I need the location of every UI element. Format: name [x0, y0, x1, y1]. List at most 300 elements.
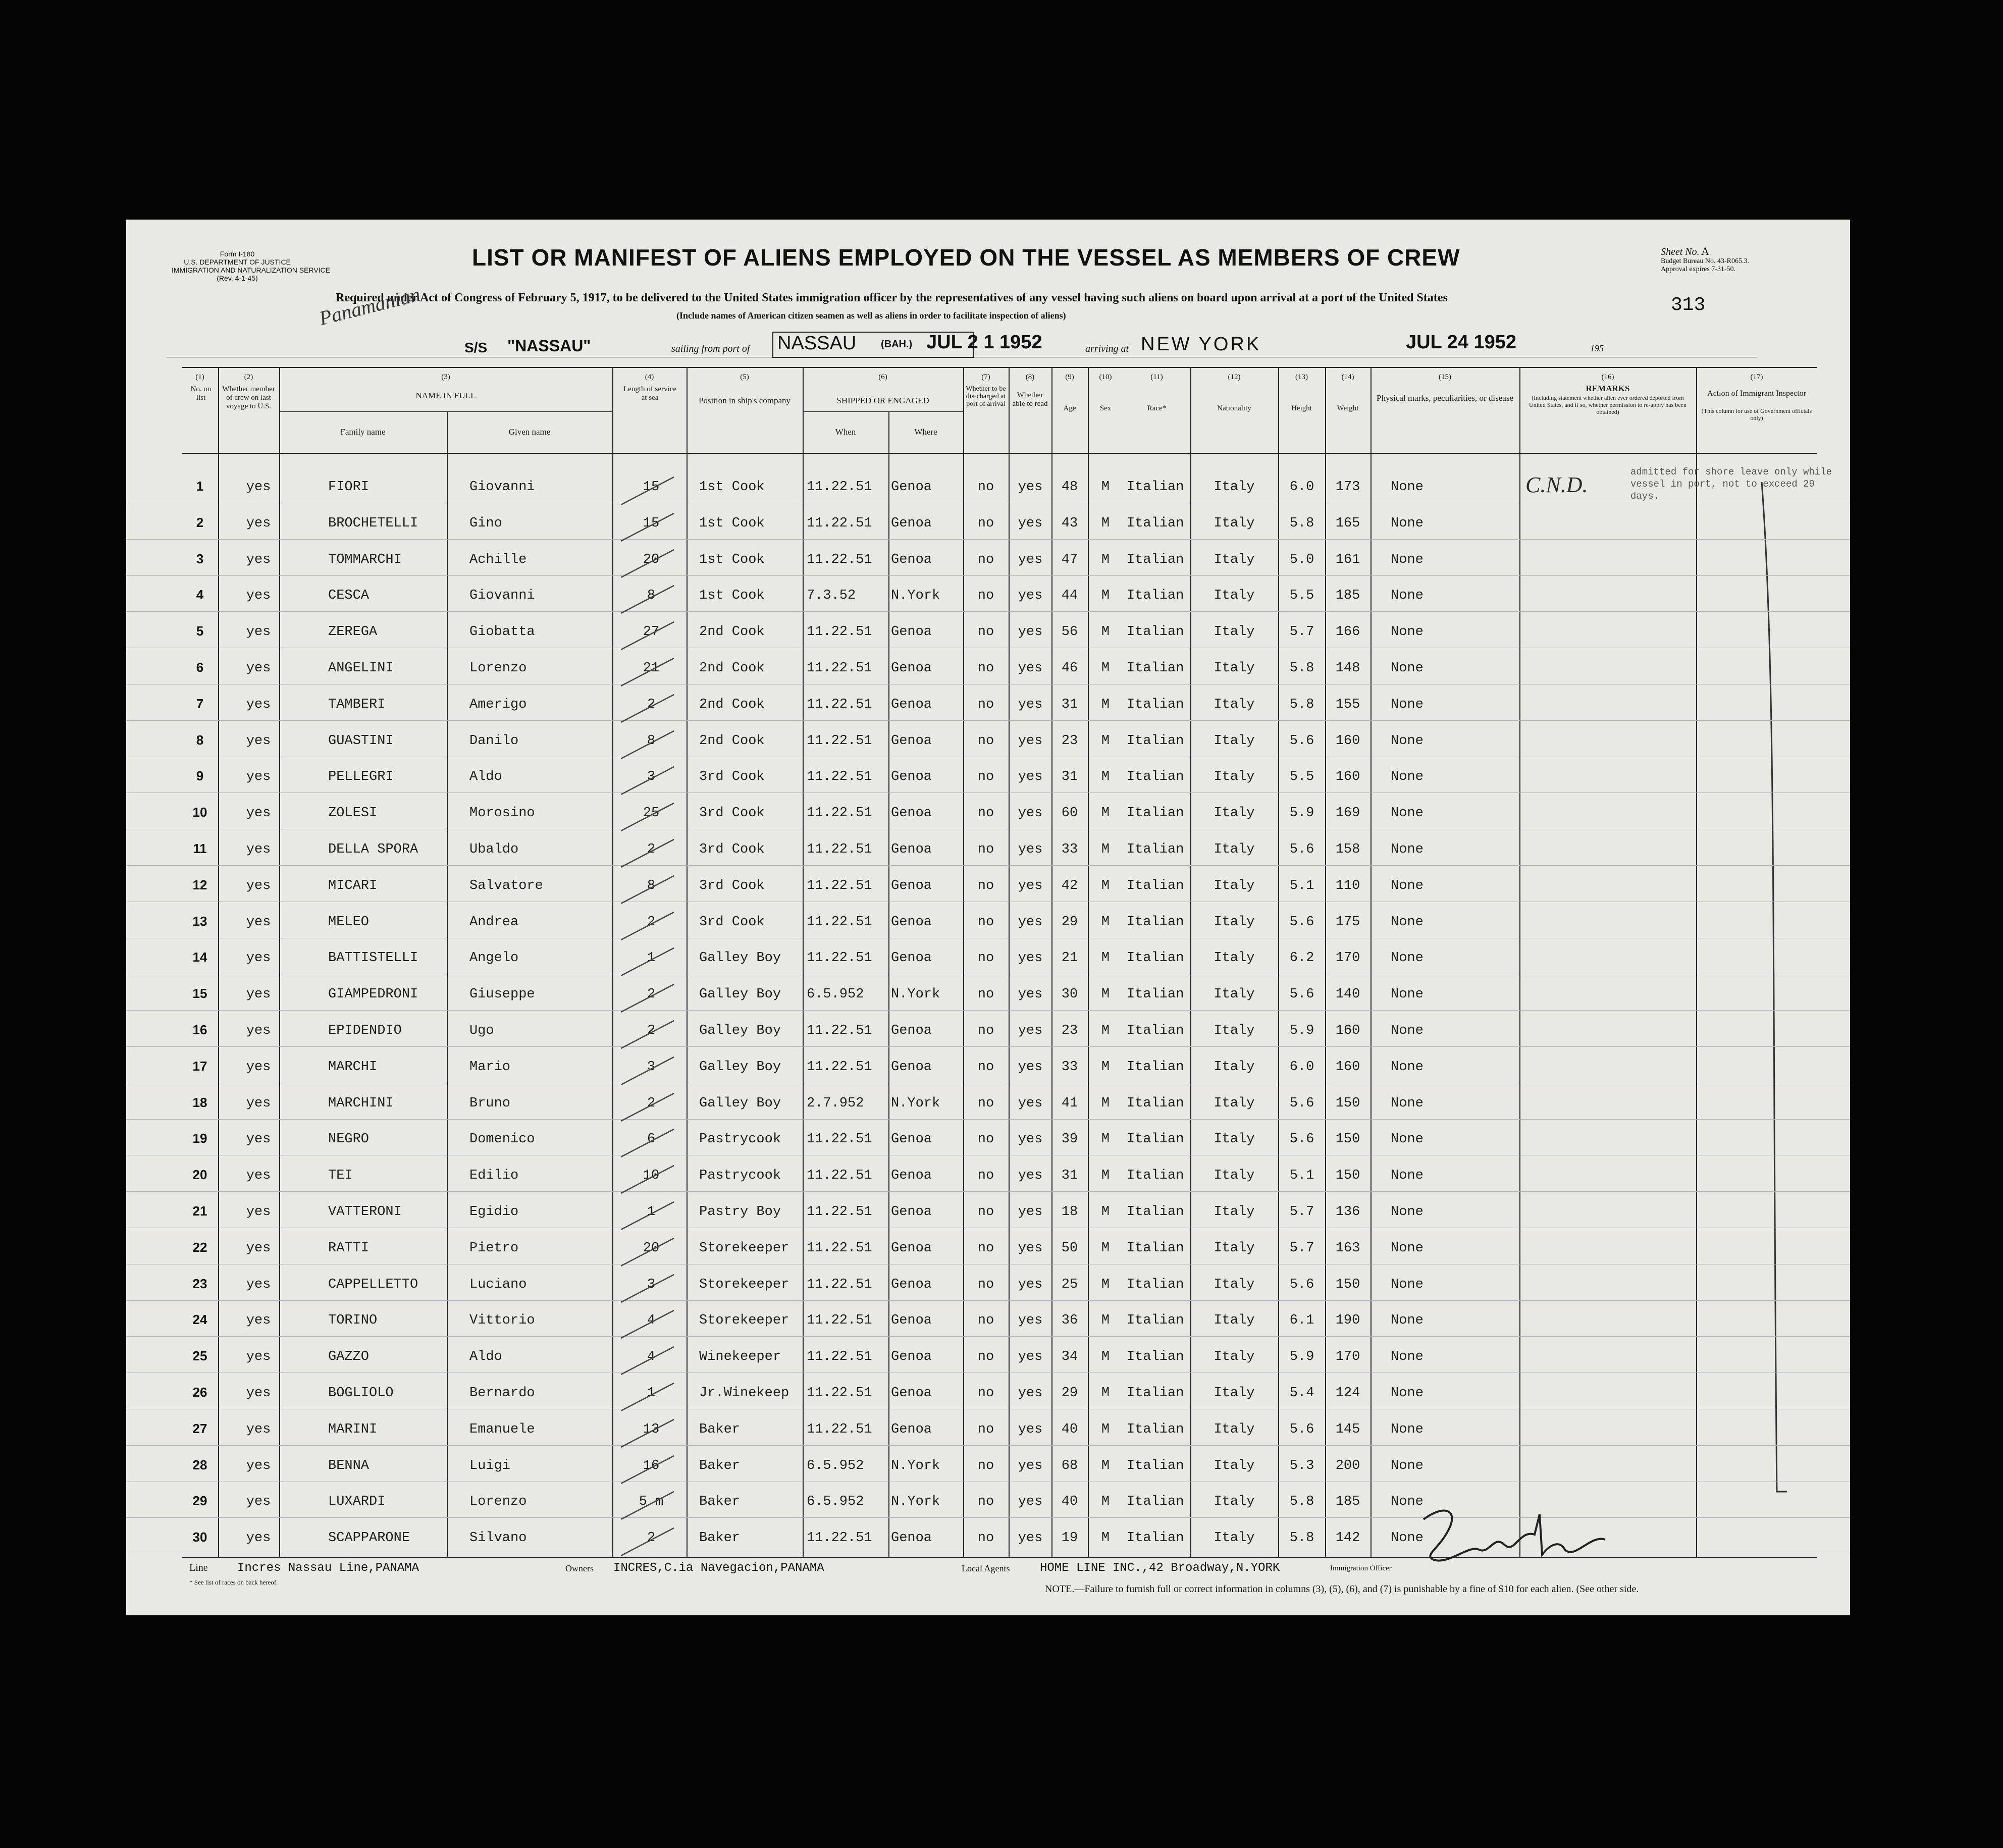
given-name: Aldo	[469, 1349, 502, 1365]
height: 5.6	[1289, 914, 1314, 930]
col-num-8: (8)	[1025, 373, 1035, 381]
shipped-where: Genoa	[891, 769, 932, 785]
crew-cell: yes	[246, 1240, 271, 1256]
col-label-given: Given name	[508, 427, 551, 437]
physical-marks: None	[1391, 1349, 1424, 1365]
col-label-remarks-sub: (Including statement whether alien ever ordered deported from United States, and if so, whether permission to re-apply has been obtained)	[1529, 394, 1686, 415]
shipped-where: Genoa	[891, 1168, 932, 1184]
sex: M	[1101, 1059, 1110, 1075]
sex: M	[1101, 515, 1110, 531]
row-number: 15	[192, 986, 207, 1001]
given-name: Lorenzo	[469, 1494, 527, 1510]
able-to-read: yes	[1018, 1458, 1043, 1473]
nationality: Italy	[1214, 914, 1255, 930]
crew-cell: yes	[246, 1277, 271, 1292]
nationality: Italy	[1214, 878, 1255, 893]
position: Galley Boy	[699, 1023, 781, 1038]
shipped-when: 11.22.51	[807, 1168, 872, 1184]
height: 5.1	[1289, 878, 1314, 893]
tally-slash	[618, 692, 679, 727]
nationality: Italy	[1214, 1240, 1255, 1256]
age: 31	[1061, 769, 1078, 785]
height: 5.6	[1289, 1421, 1314, 1437]
shipped-when: 11.22.51	[807, 697, 872, 712]
physical-marks: None	[1391, 1240, 1424, 1256]
service-length: 2	[647, 1530, 656, 1546]
family-name: ZEREGA	[328, 624, 378, 640]
nationality: Italy	[1214, 1095, 1255, 1111]
service-length: 3	[647, 769, 656, 785]
shipped-where: Genoa	[891, 1349, 932, 1365]
position: Storekeeper	[699, 1277, 789, 1292]
sex: M	[1101, 769, 1110, 785]
col-sep	[1009, 367, 1010, 1557]
tally-slash	[618, 1453, 679, 1489]
able-to-read: yes	[1018, 1023, 1043, 1038]
row-number: 20	[192, 1167, 207, 1183]
weight: 145	[1335, 1421, 1360, 1437]
nationality: Italy	[1214, 987, 1255, 1002]
col-sep	[1278, 367, 1279, 1557]
tally-slash	[618, 1308, 679, 1343]
officer-signature	[1413, 1499, 1625, 1575]
row-number: 7	[196, 696, 204, 711]
footer-note: NOTE.—Failure to furnish full or correct information in columns (3), (5), (6), and (7) is punishable by a fine of $10 for each alien. (See other side.	[1045, 1583, 1639, 1595]
nationality: Italy	[1214, 1494, 1255, 1510]
sex: M	[1101, 1277, 1110, 1292]
nationality: Italy	[1214, 1349, 1255, 1365]
age: 47	[1061, 552, 1078, 567]
shipped-where: Genoa	[891, 480, 932, 495]
tally-slash	[618, 1344, 679, 1380]
col-label-action-sub: (This column for use of Government officials only)	[1701, 407, 1812, 421]
discharge: no	[977, 1313, 994, 1329]
discharge: no	[977, 769, 994, 785]
position: Jr.Winekeep	[699, 1386, 789, 1401]
shipped-where: Genoa	[891, 951, 932, 966]
service-length: 3	[647, 1277, 656, 1292]
col-label-height: Height	[1291, 404, 1312, 412]
family-name: FIORI	[328, 480, 370, 495]
position: 1st Cook	[699, 588, 765, 604]
family-name: TAMBERI	[328, 697, 386, 712]
col-num-11: (11)	[1150, 373, 1163, 381]
age: 19	[1061, 1530, 1078, 1546]
height: 5.0	[1289, 552, 1314, 567]
shipped-when: 11.22.51	[807, 1240, 872, 1256]
race: Italian	[1127, 1023, 1184, 1038]
weight: 165	[1335, 515, 1360, 531]
shipped-where: Genoa	[891, 1240, 932, 1256]
physical-marks: None	[1391, 1530, 1424, 1546]
sex: M	[1101, 1458, 1110, 1473]
weight: 136	[1335, 1204, 1360, 1220]
physical-marks: None	[1391, 1421, 1424, 1437]
discharge: no	[977, 878, 994, 893]
row-rule	[126, 1046, 1850, 1047]
col-sep	[218, 367, 219, 1557]
shipped-when: 11.22.51	[807, 1132, 872, 1147]
crew-cell: yes	[246, 1421, 271, 1437]
row-number: 19	[192, 1131, 207, 1146]
nationality: Italy	[1214, 1458, 1255, 1473]
family-name: ZOLESI	[328, 806, 378, 821]
height: 5.1	[1289, 1168, 1314, 1184]
shipped-where: Genoa	[891, 1132, 932, 1147]
race: Italian	[1127, 1494, 1184, 1510]
row-rule	[126, 575, 1850, 576]
physical-marks: None	[1391, 1132, 1424, 1147]
row-rule	[126, 1336, 1850, 1337]
race: Italian	[1127, 1530, 1184, 1546]
tally-slash	[618, 1127, 679, 1162]
sheet-label: Sheet No.	[1661, 246, 1700, 257]
race: Italian	[1127, 1349, 1184, 1365]
height: 5.9	[1289, 1349, 1314, 1365]
weight: 150	[1335, 1095, 1360, 1111]
shipped-where: Genoa	[891, 1204, 932, 1220]
sex: M	[1101, 1132, 1110, 1147]
discharge: no	[977, 733, 994, 749]
race: Italian	[1127, 661, 1184, 676]
col-label-where: Where	[914, 427, 937, 437]
given-name: Vittorio	[469, 1313, 535, 1329]
service-length: 13	[643, 1421, 660, 1437]
row-rule	[126, 1300, 1850, 1301]
tally-slash	[618, 1489, 679, 1524]
crew-cell: yes	[246, 1313, 271, 1329]
sex: M	[1101, 1095, 1110, 1111]
shipped-where: N.York	[891, 1494, 940, 1510]
shipped-where: Genoa	[891, 515, 932, 531]
age: 40	[1061, 1421, 1078, 1437]
tally-slash	[618, 982, 679, 1017]
tally-slash	[618, 1054, 679, 1090]
race: Italian	[1127, 1240, 1184, 1256]
service-length: 10	[643, 1168, 660, 1184]
physical-marks: None	[1391, 1458, 1424, 1473]
height: 6.2	[1289, 951, 1314, 966]
sex: M	[1101, 697, 1110, 712]
footer-races-note: * See list of races on back hereof.	[189, 1578, 278, 1586]
service-length: 15	[643, 515, 660, 531]
sheet-block	[1661, 247, 1787, 274]
physical-marks: None	[1391, 842, 1424, 857]
sex: M	[1101, 1204, 1110, 1220]
position: 2nd Cook	[699, 661, 765, 676]
crew-cell: yes	[246, 878, 271, 893]
able-to-read: yes	[1018, 1386, 1043, 1401]
physical-marks: None	[1391, 806, 1424, 821]
sex: M	[1101, 588, 1110, 604]
family-name: BROCHETELLI	[328, 515, 418, 531]
given-name: Amerigo	[469, 697, 527, 712]
nationality: Italy	[1214, 1204, 1255, 1220]
weight: 110	[1335, 878, 1360, 893]
service-length: 1	[647, 951, 656, 966]
nationality: Italy	[1214, 1023, 1255, 1038]
family-name: CAPPELLETTO	[328, 1277, 418, 1292]
given-name: Egidio	[469, 1204, 519, 1220]
crew-cell: yes	[246, 1095, 271, 1111]
service-length: 1	[647, 1204, 656, 1220]
sheet-value: A	[1701, 245, 1710, 257]
row-number: 3	[196, 551, 204, 566]
height: 5.6	[1289, 987, 1314, 1002]
tally-slash	[618, 1236, 679, 1271]
shipped-when: 11.22.51	[807, 1421, 872, 1437]
row-rule	[126, 720, 1850, 721]
nationality: Italy	[1214, 951, 1255, 966]
discharge: no	[977, 1240, 994, 1256]
weight: 170	[1335, 951, 1360, 966]
shipped-when: 11.22.51	[807, 842, 872, 857]
race: Italian	[1127, 806, 1184, 821]
discharge: no	[977, 1458, 994, 1473]
crew-cell: yes	[246, 1204, 271, 1220]
race: Italian	[1127, 987, 1184, 1002]
age: 56	[1061, 624, 1078, 640]
height: 5.8	[1289, 1530, 1314, 1546]
position: 3rd Cook	[699, 914, 765, 930]
nationality: Italy	[1214, 769, 1255, 785]
date-from: JUL 2 1 1952	[926, 332, 1042, 353]
family-name: LUXARDI	[328, 1494, 386, 1510]
weight: 163	[1335, 1240, 1360, 1256]
able-to-read: yes	[1018, 1132, 1043, 1147]
tally-slash	[618, 1018, 679, 1053]
discharge: no	[977, 624, 994, 640]
weight: 190	[1335, 1313, 1360, 1329]
family-name: GIAMPEDRONI	[328, 987, 418, 1002]
row-rule	[126, 1191, 1850, 1192]
crew-cell: yes	[246, 480, 271, 495]
position: Baker	[699, 1494, 741, 1510]
family-name: CESCA	[328, 588, 370, 604]
service-length: 20	[643, 552, 660, 567]
discharge: no	[977, 1023, 994, 1038]
family-name: PELLEGRI	[328, 769, 394, 785]
shipped-when: 6.5.952	[807, 1458, 864, 1473]
footer-line-value: Incres Nassau Line,PANAMA	[237, 1561, 419, 1575]
row-number: 2	[196, 514, 204, 530]
col-sep	[1519, 367, 1520, 1557]
discharge: no	[977, 1421, 994, 1437]
nationality: Italy	[1214, 697, 1255, 712]
shipped-when: 11.22.51	[807, 480, 872, 495]
position: Baker	[699, 1421, 741, 1437]
tally-slash	[618, 511, 679, 546]
row-number: 8	[196, 732, 204, 748]
crew-cell: yes	[246, 1458, 271, 1473]
physical-marks: None	[1391, 515, 1424, 531]
height: 5.3	[1289, 1458, 1314, 1473]
weight: 124	[1335, 1386, 1360, 1401]
vessel-prefix: S/S	[464, 340, 488, 355]
tally-slash	[618, 873, 679, 909]
sex: M	[1101, 1530, 1110, 1546]
able-to-read: yes	[1018, 878, 1043, 893]
service-length: 8	[647, 878, 656, 893]
manifest-sheet	[126, 220, 1850, 1615]
height: 5.8	[1289, 1494, 1314, 1510]
discharge: no	[977, 1277, 994, 1292]
crew-cell: yes	[246, 624, 271, 640]
height: 5.8	[1289, 697, 1314, 712]
tally-slash	[618, 1199, 679, 1235]
given-name: Pietro	[469, 1240, 519, 1256]
shipped-where: N.York	[891, 987, 940, 1002]
weight: 150	[1335, 1132, 1360, 1147]
sex: M	[1101, 1313, 1110, 1329]
discharge: no	[977, 1349, 994, 1365]
col-sep	[1190, 367, 1191, 1557]
sex: M	[1101, 806, 1110, 821]
position: Baker	[699, 1458, 741, 1473]
sex: M	[1101, 1168, 1110, 1184]
weight: 140	[1335, 987, 1360, 1002]
row-number: 18	[192, 1094, 207, 1110]
sex: M	[1101, 987, 1110, 1002]
discharge: no	[977, 1132, 994, 1147]
discharge: no	[977, 588, 994, 604]
given-name: Giuseppe	[469, 987, 535, 1002]
sex: M	[1101, 1240, 1110, 1256]
height: 6.1	[1289, 1313, 1314, 1329]
race: Italian	[1127, 733, 1184, 749]
shipped-when: 11.22.51	[807, 661, 872, 676]
col-label-family: Family name	[340, 427, 386, 437]
position: 1st Cook	[699, 515, 765, 531]
weight: 169	[1335, 806, 1360, 821]
discharge: no	[977, 1059, 994, 1075]
shipped-when: 11.22.51	[807, 1059, 872, 1075]
row-number: 23	[192, 1276, 207, 1291]
col-num-1: (1)	[195, 373, 204, 381]
row-rule	[126, 1010, 1850, 1011]
able-to-read: yes	[1018, 552, 1043, 567]
able-to-read: yes	[1018, 1349, 1043, 1365]
given-name: Giobatta	[469, 624, 535, 640]
given-name: Domenico	[469, 1132, 535, 1147]
shipped-subheader-rule	[803, 411, 963, 412]
shipped-when: 11.22.51	[807, 1204, 872, 1220]
tally-slash	[618, 547, 679, 583]
crew-cell: yes	[246, 1168, 271, 1184]
nationality: Italy	[1214, 480, 1255, 495]
discharge: no	[977, 806, 994, 821]
arriving-label: arriving at	[1085, 343, 1129, 354]
shipped-where: Genoa	[891, 1386, 932, 1401]
given-name: Luigi	[469, 1458, 511, 1473]
family-name: NEGRO	[328, 1132, 370, 1147]
discharge: no	[977, 987, 994, 1002]
race: Italian	[1127, 914, 1184, 930]
service-length: 5 m	[639, 1494, 664, 1510]
col-label-nationality: Nationality	[1217, 404, 1251, 412]
age: 44	[1061, 588, 1078, 604]
weight: 175	[1335, 914, 1360, 930]
act-line: Required under Act of Congress of February 5, 1917, to be delivered to the United States immigration officer by the representatives of any vessel having such aliens on board upon arrival at a port of the United States	[336, 291, 1448, 304]
shipped-where: Genoa	[891, 661, 932, 676]
weight: 185	[1335, 588, 1360, 604]
nationality: Italy	[1214, 806, 1255, 821]
port-from-sub: (BAH.)	[881, 339, 913, 350]
service-length: 16	[643, 1458, 660, 1473]
age: 29	[1061, 1386, 1078, 1401]
shipped-where: Genoa	[891, 914, 932, 930]
service-length: 2	[647, 697, 656, 712]
able-to-read: yes	[1018, 1168, 1043, 1184]
row-number: 14	[192, 949, 207, 965]
position: 3rd Cook	[699, 769, 765, 785]
crew-cell: yes	[246, 1059, 271, 1075]
race: Italian	[1127, 552, 1184, 567]
col-num-14: (14)	[1341, 373, 1354, 381]
race: Italian	[1127, 624, 1184, 640]
col-sep	[888, 411, 889, 1557]
weight: 142	[1335, 1530, 1360, 1546]
family-name: VATTERONI	[328, 1204, 402, 1220]
weight: 160	[1335, 1023, 1360, 1038]
race: Italian	[1127, 1386, 1184, 1401]
col-sep	[1325, 367, 1326, 1557]
col-label-weight: Weight	[1337, 404, 1359, 412]
tally-slash	[618, 1417, 679, 1452]
weight: 173	[1335, 480, 1360, 495]
age: 40	[1061, 1494, 1078, 1510]
budget-bureau: Budget Bureau No. 43-R065.3.	[1661, 257, 1749, 265]
shipped-where: Genoa	[891, 806, 932, 821]
tally-slash	[618, 1163, 679, 1198]
crew-cell: yes	[246, 515, 271, 531]
physical-marks: None	[1391, 914, 1424, 930]
shipped-when: 6.5.952	[807, 987, 864, 1002]
footer-line-label: Line	[189, 1562, 208, 1573]
col-num-15: (15)	[1439, 373, 1451, 381]
remarks-typed: admitted for shore leave only while vessel in port, not to exceed 29 days.	[1630, 466, 1832, 502]
physical-marks: None	[1391, 624, 1424, 640]
tally-slash	[618, 728, 679, 764]
shipped-when: 11.22.51	[807, 1530, 872, 1546]
nationality: Italy	[1214, 733, 1255, 749]
row-rule	[126, 539, 1850, 540]
nationality: Italy	[1214, 1059, 1255, 1075]
age: 41	[1061, 1095, 1078, 1111]
service-length: 8	[647, 588, 656, 604]
shipped-where: N.York	[891, 1095, 940, 1111]
nationality: Italy	[1214, 661, 1255, 676]
name-subheader-rule	[279, 411, 612, 412]
physical-marks: None	[1391, 951, 1424, 966]
col-label-shipped: SHIPPED OR ENGAGED	[836, 396, 929, 405]
weight: 160	[1335, 1059, 1360, 1075]
shipped-when: 11.22.51	[807, 624, 872, 640]
nationality: Italy	[1214, 624, 1255, 640]
given-name: Lorenzo	[469, 661, 527, 676]
shipped-where: Genoa	[891, 624, 932, 640]
discharge: no	[977, 697, 994, 712]
shipped-when: 7.3.52	[807, 588, 856, 604]
nationality: Italy	[1214, 842, 1255, 857]
crew-cell: yes	[246, 914, 271, 930]
tally-slash	[618, 801, 679, 836]
position: Pastry Boy	[699, 1204, 781, 1220]
discharge: no	[977, 1095, 994, 1111]
able-to-read: yes	[1018, 588, 1043, 604]
row-rule	[126, 1445, 1850, 1446]
given-name: Angelo	[469, 951, 519, 966]
